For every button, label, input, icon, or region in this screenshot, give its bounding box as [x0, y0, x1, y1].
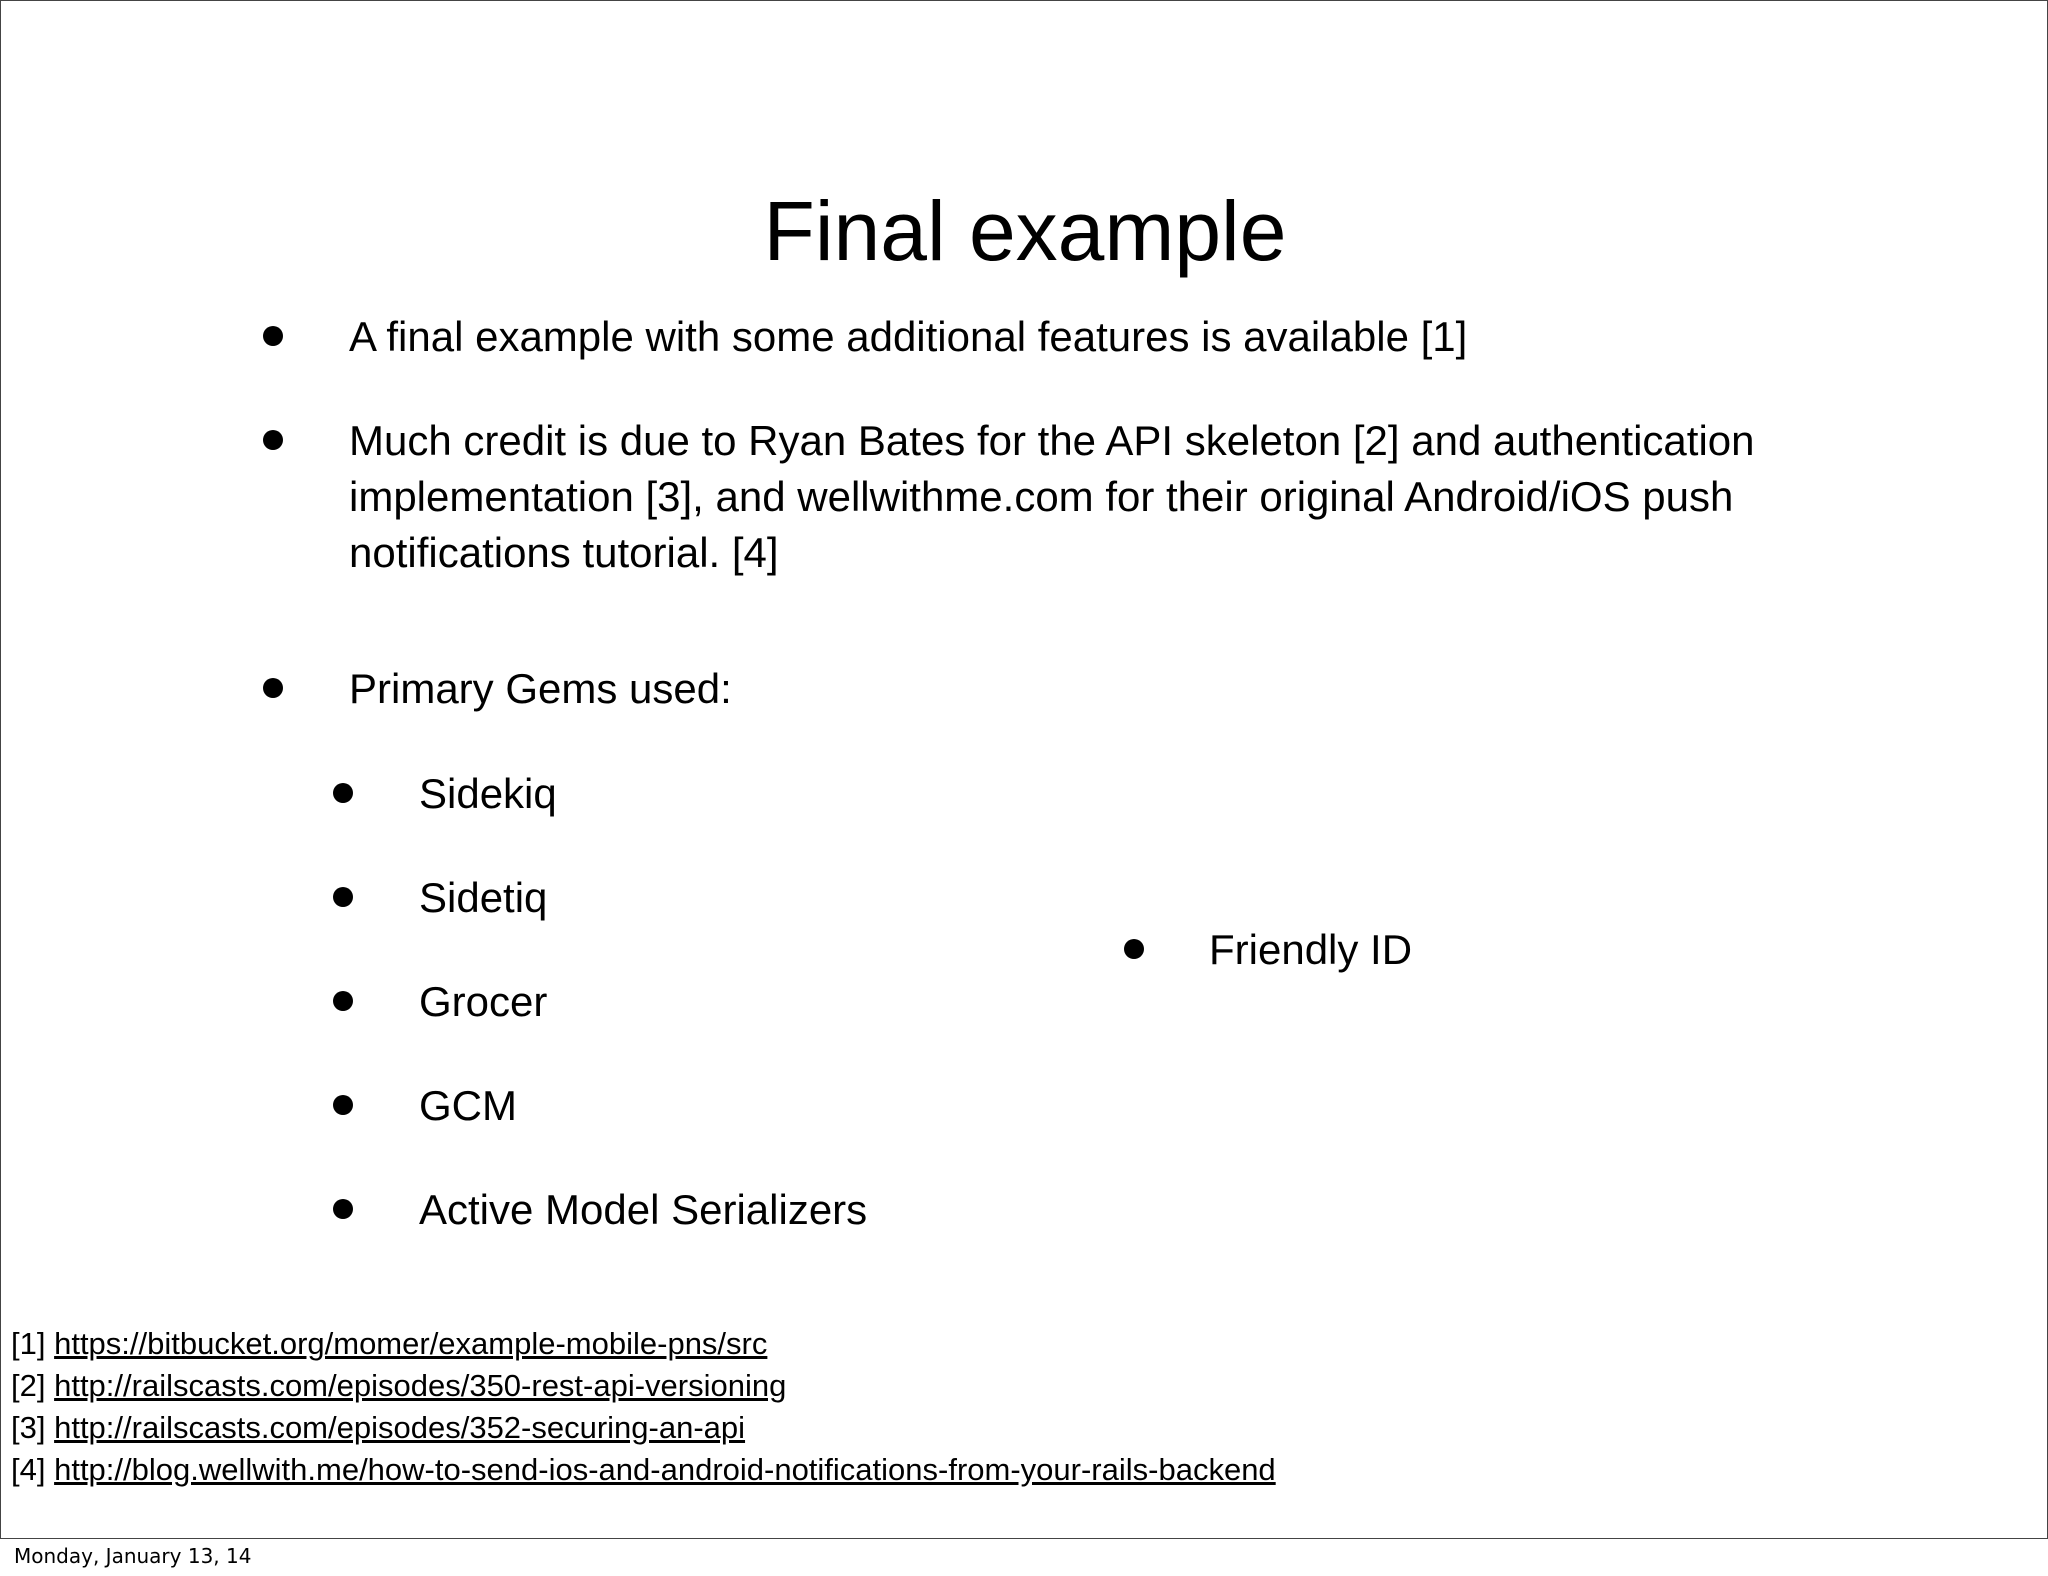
gem-bullet-dot: [333, 991, 353, 1011]
footnote-2: [11, 1365, 1276, 1407]
footnote-ref: [4]: [11, 1452, 46, 1487]
gem-item-gcm: GCM: [419, 1082, 517, 1129]
footnote-4: [11, 1449, 1276, 1491]
gem-bullet-dot: [333, 783, 353, 803]
footnote-1: [11, 1323, 1276, 1365]
gem-bullet-dot: [333, 887, 353, 907]
footnote-link[interactable]: http://railscasts.com/episodes/350-rest-api-versioning: [54, 1368, 787, 1403]
footnote-ref: [1]: [11, 1326, 46, 1361]
bullet-primary-gems: Primary Gems used:: [349, 665, 732, 712]
gem-item-grocer: Grocer: [419, 978, 548, 1025]
gem-item-sidekiq: Sidekiq: [419, 770, 557, 817]
slide-title: Final example: [763, 184, 1287, 278]
gem-bullet-dot: [333, 1199, 353, 1219]
footnote-ref: [3]: [11, 1410, 46, 1445]
footnote-link[interactable]: http://blog.wellwith.me/how-to-send-ios-and-android-notifications-from-your-rails-backend: [54, 1452, 1276, 1487]
bullet-dot: [263, 326, 283, 346]
bullet-credit-line-2: implementation [3], and wellwithme.com for their original Android/iOS push: [349, 473, 1734, 520]
bullet-dot: [263, 430, 283, 450]
footer-date: Monday, January 13, 14: [14, 1544, 252, 1568]
footnote-link[interactable]: https://bitbucket.org/momer/example-mobile-pns/src: [54, 1326, 768, 1361]
footnote-3: [11, 1407, 1276, 1449]
bullet-dot: [263, 678, 283, 698]
gem-item-sidetiq: Sidetiq: [419, 874, 548, 921]
gem-bullet-dot: [333, 1095, 353, 1115]
footnote-ref: [2]: [11, 1368, 46, 1403]
bullet-credit-line-1: Much credit is due to Ryan Bates for the API skeleton [2] and authentication: [349, 417, 1755, 464]
gem-bullet-dot: [1124, 939, 1144, 959]
footnote-link[interactable]: http://railscasts.com/episodes/352-securing-an-api: [54, 1410, 746, 1445]
bullet-credit-line-3: notifications tutorial. [4]: [349, 529, 779, 576]
gem-item-active-model-serializers: Active Model Serializers: [419, 1186, 868, 1233]
bullet-final-example: A final example with some additional features is available [1]: [349, 313, 1468, 360]
footnotes: [11, 1323, 1276, 1491]
gem-item-friendly-id: Friendly ID: [1209, 926, 1413, 973]
